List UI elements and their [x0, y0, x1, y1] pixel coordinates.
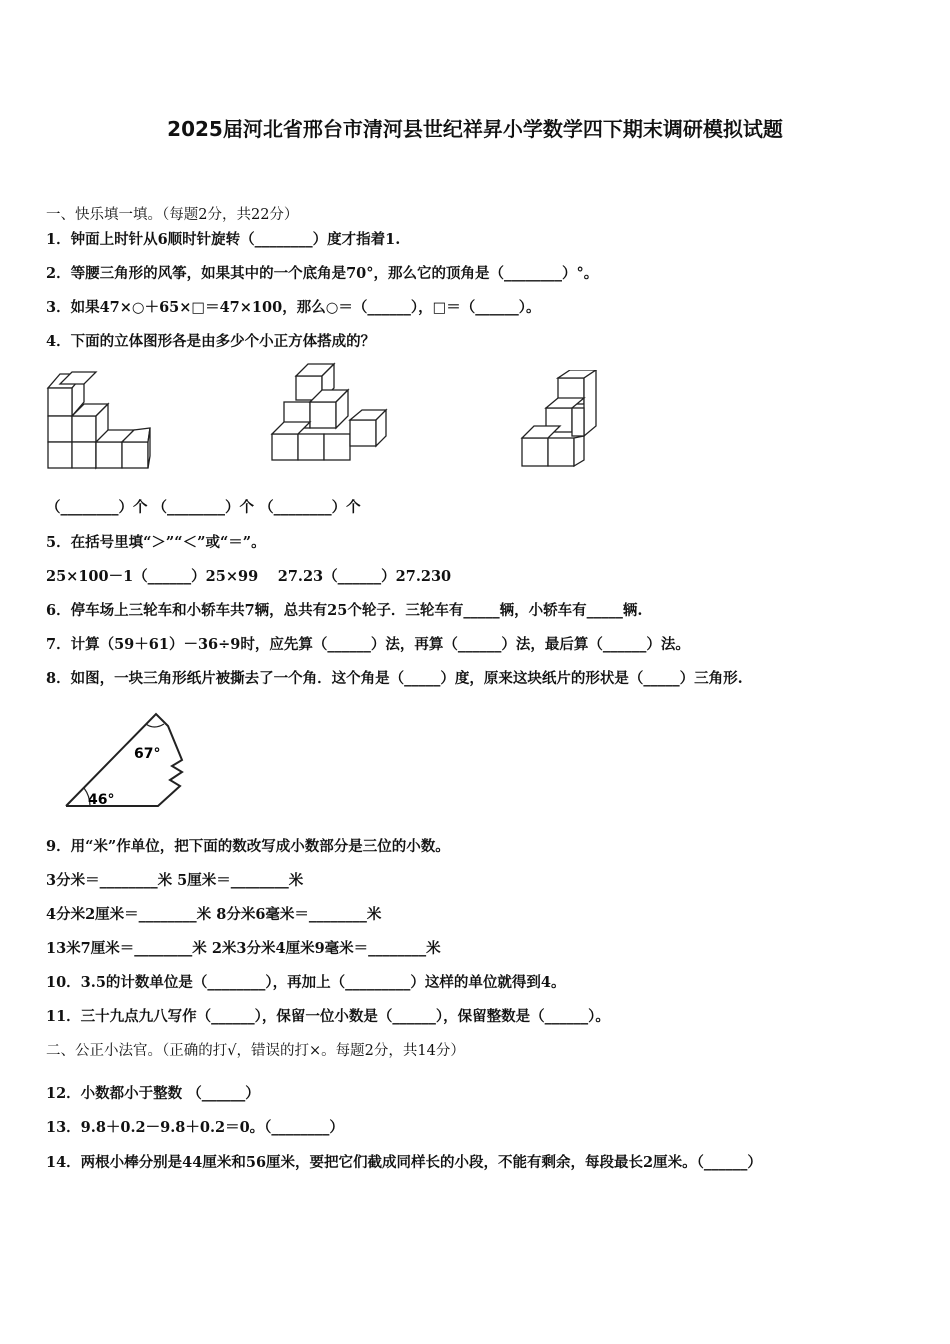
angle-left-label: 46°	[88, 792, 115, 808]
question-14: 14．两根小棒分别是44厘米和56厘米，要把它们截成同样长的小段，不能有剩余，每段最长2厘米。（______）	[46, 1154, 762, 1171]
question-4-answers: （________）个 （________）个 （________）个	[46, 499, 361, 516]
question-12: 12．小数都小于整数 （______）	[46, 1085, 260, 1102]
question-8: 8．如图，一块三角形纸片被撕去了一个角．这个角是（_____）度，原来这块纸片的形状是（_____）三角形.	[46, 670, 743, 687]
question-13: 13．9.8＋0.2－9.8＋0.2＝0。（________）	[46, 1119, 344, 1136]
question-10: 10．3.5的计数单位是（________），再加上（_________）这样的单位就得到4。	[46, 974, 566, 991]
question-9-line-3: 13米7厘米＝________米 2米3分米4厘米9毫米＝________米	[46, 940, 441, 957]
section-1-heading: 一、快乐填一填。（每题2分，共22分）	[46, 207, 299, 223]
question-7: 7．计算（59＋61）－36÷9时，应先算（______）法，再算（______）法，最后算（______）法。	[46, 636, 690, 653]
cube-figure-2	[268, 362, 388, 470]
torn-triangle-figure	[60, 708, 190, 812]
section-2-heading: 二、公正小法官。（正确的打√，错误的打×。每题2分，共14分）	[46, 1043, 465, 1059]
cube-figure-1	[46, 368, 156, 470]
angle-top-label: 67°	[134, 746, 161, 762]
question-9-line-2: 4分米2厘米＝________米 8分米6毫米＝________米	[46, 906, 382, 923]
cube-figure-3	[518, 370, 600, 470]
question-5-items: 25×100－1（______）25×99 27.23（______）27.230	[46, 568, 452, 585]
question-2: 2．等腰三角形的风筝，如果其中的一个底角是70°，那么它的顶角是（________）°。	[46, 265, 599, 282]
question-5: 5．在括号里填“＞”“＜”或“＝”。	[46, 534, 266, 551]
question-3: 3．如果47×○＋65×□＝47×100，那么○＝（______），□＝（______）。	[46, 299, 541, 316]
question-4: 4．下面的立体图形各是由多少个小正方体搭成的？	[46, 333, 376, 350]
question-9: 9．用“米”作单位，把下面的数改写成小数部分是三位的小数。	[46, 838, 450, 855]
question-11: 11．三十九点九八写作（______），保留一位小数是（______），保留整数是（______）。	[46, 1008, 610, 1025]
question-1: 1．钟面上时针从6顺时针旋转（________）度才指着1.	[46, 231, 401, 248]
page-title: 2025届河北省邢台市清河县世纪祥昇小学数学四下期末调研模拟试题	[167, 117, 783, 141]
question-9-line-1: 3分米＝________米 5厘米＝________米	[46, 872, 304, 889]
question-6: 6．停车场上三轮车和小轿车共7辆，总共有25个轮子．三轮车有_____辆，小轿车有_____辆.	[46, 602, 643, 619]
